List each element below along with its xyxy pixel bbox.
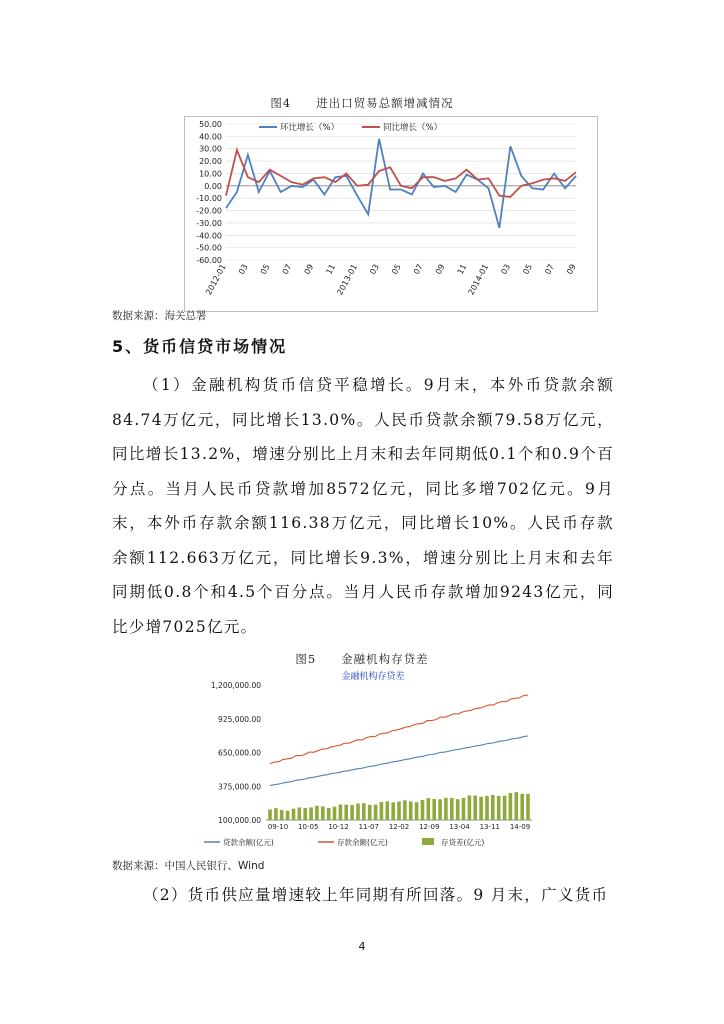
gap-bar	[298, 808, 302, 821]
deposit-loan-gap-chart	[190, 668, 560, 850]
x-tick-label: 07	[543, 262, 556, 276]
y-tick-label: -50.00	[196, 243, 222, 253]
y-tick-label: 100,000.00	[218, 816, 261, 825]
x-tick-label: 09	[565, 262, 578, 276]
y-tick-label: 10.00	[199, 169, 222, 179]
gap-bar	[356, 804, 360, 821]
gap-bar	[444, 798, 448, 820]
gap-bar	[427, 798, 431, 820]
x-tick-label: 07	[411, 262, 425, 276]
gap-bar	[485, 796, 489, 820]
gap-bar	[509, 793, 513, 820]
gap-bar	[368, 805, 372, 820]
gap-bar	[503, 796, 507, 820]
x-tick-label: 09	[433, 262, 447, 276]
gap-bar	[520, 794, 524, 820]
gap-bar	[315, 806, 319, 820]
gap-bar	[403, 800, 407, 820]
x-tick-label: 03	[236, 262, 250, 276]
gap-bar	[309, 807, 313, 820]
trade-growth-line-chart	[184, 116, 598, 312]
page-number: 4	[358, 940, 366, 953]
legend-label: 同比增长（%）	[383, 123, 443, 133]
gap-bar	[468, 795, 472, 820]
x-tick-label: 12-02	[388, 823, 410, 831]
y-tick-label: 375,000.00	[218, 782, 261, 792]
x-tick-label: 14-09	[509, 823, 531, 831]
y-tick-label: -20.00	[196, 206, 222, 216]
gap-bar	[415, 802, 419, 820]
gap-bar	[339, 805, 343, 821]
legend-label: 存贷差(亿元)	[441, 838, 485, 847]
gap-bar	[409, 801, 413, 820]
x-tick-label: 05	[258, 262, 272, 276]
gap-bar	[274, 808, 278, 820]
y-tick-label: 0.00	[204, 181, 222, 191]
y-tick-label: 925,000.00	[218, 714, 261, 724]
legend-label: 环比增长（%）	[280, 123, 340, 133]
y-tick-label: 50.00	[199, 120, 222, 129]
gap-bar	[491, 795, 495, 820]
y-tick-label: 40.00	[199, 132, 222, 142]
gap-bar	[327, 808, 331, 820]
gap-bar	[438, 799, 442, 820]
x-tick-label: 03	[368, 262, 381, 276]
gap-bar	[380, 802, 384, 820]
x-tick-label: 07	[280, 262, 294, 276]
gap-bar	[479, 797, 483, 820]
legend-swatch	[422, 838, 434, 845]
y-tick-label: -60.00	[196, 256, 222, 265]
gap-bar	[473, 796, 477, 820]
figure4-caption: 图4 进出口贸易总额增减情况	[270, 96, 454, 110]
y-tick-label: 20.00	[199, 157, 222, 167]
gap-bar	[386, 801, 390, 820]
gap-bar	[374, 805, 378, 820]
x-tick-label: 09	[302, 262, 316, 276]
gap-bar	[456, 799, 460, 820]
gap-bar	[391, 802, 395, 820]
gap-bar	[462, 798, 466, 820]
x-tick-label: 09-10	[267, 823, 289, 831]
y-tick-label: -40.00	[196, 231, 222, 241]
gap-bar	[432, 799, 436, 820]
x-tick-label: 03	[499, 262, 513, 276]
gap-bar	[333, 807, 337, 820]
gap-bar	[515, 792, 519, 820]
gap-bar	[497, 796, 501, 820]
x-tick-label: 13-11	[479, 823, 500, 831]
y-tick-label: 650,000.00	[218, 748, 261, 758]
x-tick-label: 2013-01	[335, 262, 360, 297]
gap-bar	[280, 810, 284, 820]
x-tick-label: 05	[390, 262, 403, 276]
gap-bar	[292, 809, 296, 820]
x-tick-label: 11	[455, 262, 469, 276]
gap-bar	[286, 811, 290, 820]
gap-bar	[344, 805, 348, 820]
legend-label: 贷款余额(亿元)	[223, 838, 274, 847]
y-tick-label: -10.00	[196, 194, 222, 204]
x-tick-label: 2014-01	[466, 262, 491, 297]
legend-label: 存款余额(亿元)	[337, 838, 388, 847]
gap-bar	[268, 809, 272, 820]
y-tick-label: 1,200,000.00	[210, 681, 261, 690]
x-tick-label: 10-12	[328, 823, 349, 831]
figure5-source: 数据来源：中国人民银行、Wind	[112, 860, 265, 872]
x-tick-label: 13-04	[449, 823, 470, 831]
gap-bar	[303, 808, 307, 820]
x-tick-label: 05	[521, 262, 535, 276]
gap-bar	[321, 806, 325, 820]
y-tick-label: -30.00	[196, 218, 222, 228]
gap-bar	[362, 803, 366, 820]
figure4-source: 数据来源：海关总署	[112, 310, 207, 322]
gap-bar	[397, 802, 401, 821]
figure5-caption: 图5 金融机构存贷差	[295, 652, 429, 666]
x-tick-label: 11	[324, 262, 338, 276]
x-tick-label: 10-05	[298, 823, 319, 831]
x-tick-label: 11-07	[358, 823, 379, 831]
chart5-title: 金融机构存贷差	[341, 672, 405, 682]
x-tick-label: 12-09	[419, 823, 440, 831]
section-heading: 5、货币信贷市场情况	[112, 337, 288, 356]
gap-bar	[450, 798, 454, 820]
x-tick-label: 2012-01	[204, 262, 228, 297]
gap-bar	[421, 800, 425, 820]
gap-bar	[526, 794, 530, 820]
gap-bar	[350, 805, 354, 820]
paragraph-credit: （1）金融机构货币信贷平稳增长。9月末，本外币贷款余额84.74万亿元，同比增长13.0%。人民币贷款余额79.58万亿元，同比增长13.2%，增速分别比上月末和去年同期低0.1个和0.9个百分点。当月人民币贷款增加8572亿元，同比多增702亿元。9月末，本外币存款余额116.38万亿元，同比增长10%。人民币存款余额112.663万亿元，同比增长9.3%，增速分别比上月末和去年同期低0.8个和4.5个百分点。当月人民币存款增加9243亿元，同比少增7025亿元。	[112, 376, 614, 636]
y-tick-label: 30.00	[199, 144, 222, 154]
paragraph-money-supply: （2）货币供应量增速较上年同期有所回落。9 月末，广义货币	[143, 886, 609, 904]
